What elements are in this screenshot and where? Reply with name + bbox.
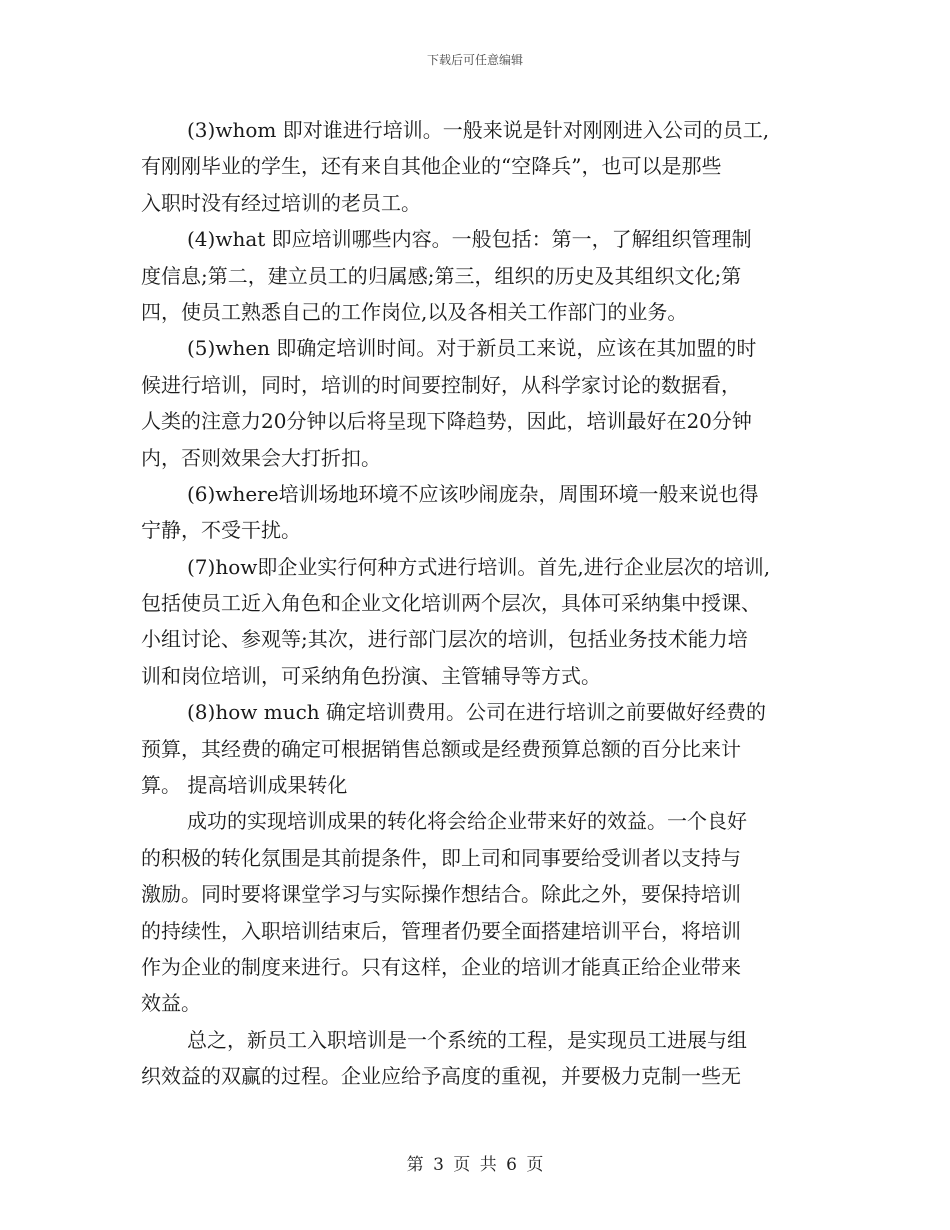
text-line: 人类的注意力20分钟以后将呈现下降趋势，因此，培训最好在20分钟 [141, 409, 752, 434]
text-line: (5)when 即确定培训时间。对于新员工来说，应该在其加盟的时 [187, 336, 757, 361]
text-line: (6)where培训场地环境不应该吵闹庞杂，周围环境一般来说也得 [187, 481, 759, 506]
text-line: 有刚刚毕业的学生，还有来自其他企业的“空降兵”，也可以是那些 [141, 154, 722, 179]
text-line: 激励。同时要将课堂学习与实际操作想结合。除此之外，要保持培训 [141, 882, 741, 907]
text-line: 包括使员工近入角色和企业文化培训两个层次，具体可采纳集中授课、 [141, 591, 761, 616]
text-line: 织效益的双赢的过程。企业应给予高度的重视，并要极力克制一些无 [141, 1064, 741, 1089]
text-line: 候进行培训，同时，培训的时间要控制好，从科学家讨论的数据看， [141, 372, 741, 397]
page-footer: 第 3 页 共 6 页 [406, 1155, 544, 1175]
document-body [141, 112, 821, 1095]
text-line: (4)what 即应培训哪些内容。一般包括：第一，了解组织管理制 [187, 227, 752, 252]
text-line: 成功的实现培训成果的转化将会给企业带来好的效益。一个良好 [187, 809, 747, 834]
page-header: 下载后可任意编辑 [426, 53, 523, 67]
text-line: 算。 提高培训成果转化 [141, 773, 348, 798]
text-line: 的持续性，入职培训结束后，管理者仍要全面搭建培训平台，将培训 [141, 918, 741, 943]
text-line: (7)how即企业实行何种方式进行培训。首先,进行企业层次的培训, [187, 554, 771, 579]
text-line: 小组讨论、参观等;其次，进行部门层次的培训，包括业务技术能力培 [141, 627, 748, 652]
text-line: 总之，新员工入职培训是一个系统的工程，是实现员工进展与组 [187, 1027, 747, 1052]
text-line: (8)how much 确定培训费用。公司在进行培训之前要做好经费的 [187, 700, 767, 725]
text-line: 宁静，不受干扰。 [141, 518, 301, 543]
text-line: 四，使员工熟悉自己的工作岗位,以及各相关工作部门的业务。 [141, 299, 688, 324]
text-line: 训和岗位培训，可采纳角色扮演、主管辅导等方式。 [141, 663, 601, 688]
text-line: 度信息;第二，建立员工的归属感;第三，组织的历史及其组织文化;第 [141, 263, 742, 288]
text-line: 效益。 [141, 991, 201, 1016]
text-line: 的积极的转化氛围是其前提条件，即上司和同事要给受训者以支持与 [141, 845, 741, 870]
text-line: 内，否则效果会大打折扣。 [141, 445, 381, 470]
text-line: 入职时没有经过培训的老员工。 [141, 190, 421, 215]
text-line: 预算，其经费的确定可根据销售总额或是经费预算总额的百分比来计 [141, 736, 741, 761]
text-line: 作为企业的制度来进行。只有这样，企业的培训才能真正给企业带来 [141, 954, 741, 979]
text-line: (3)whom 即对谁进行培训。一般来说是针对刚刚进入公司的员工, [187, 118, 770, 142]
